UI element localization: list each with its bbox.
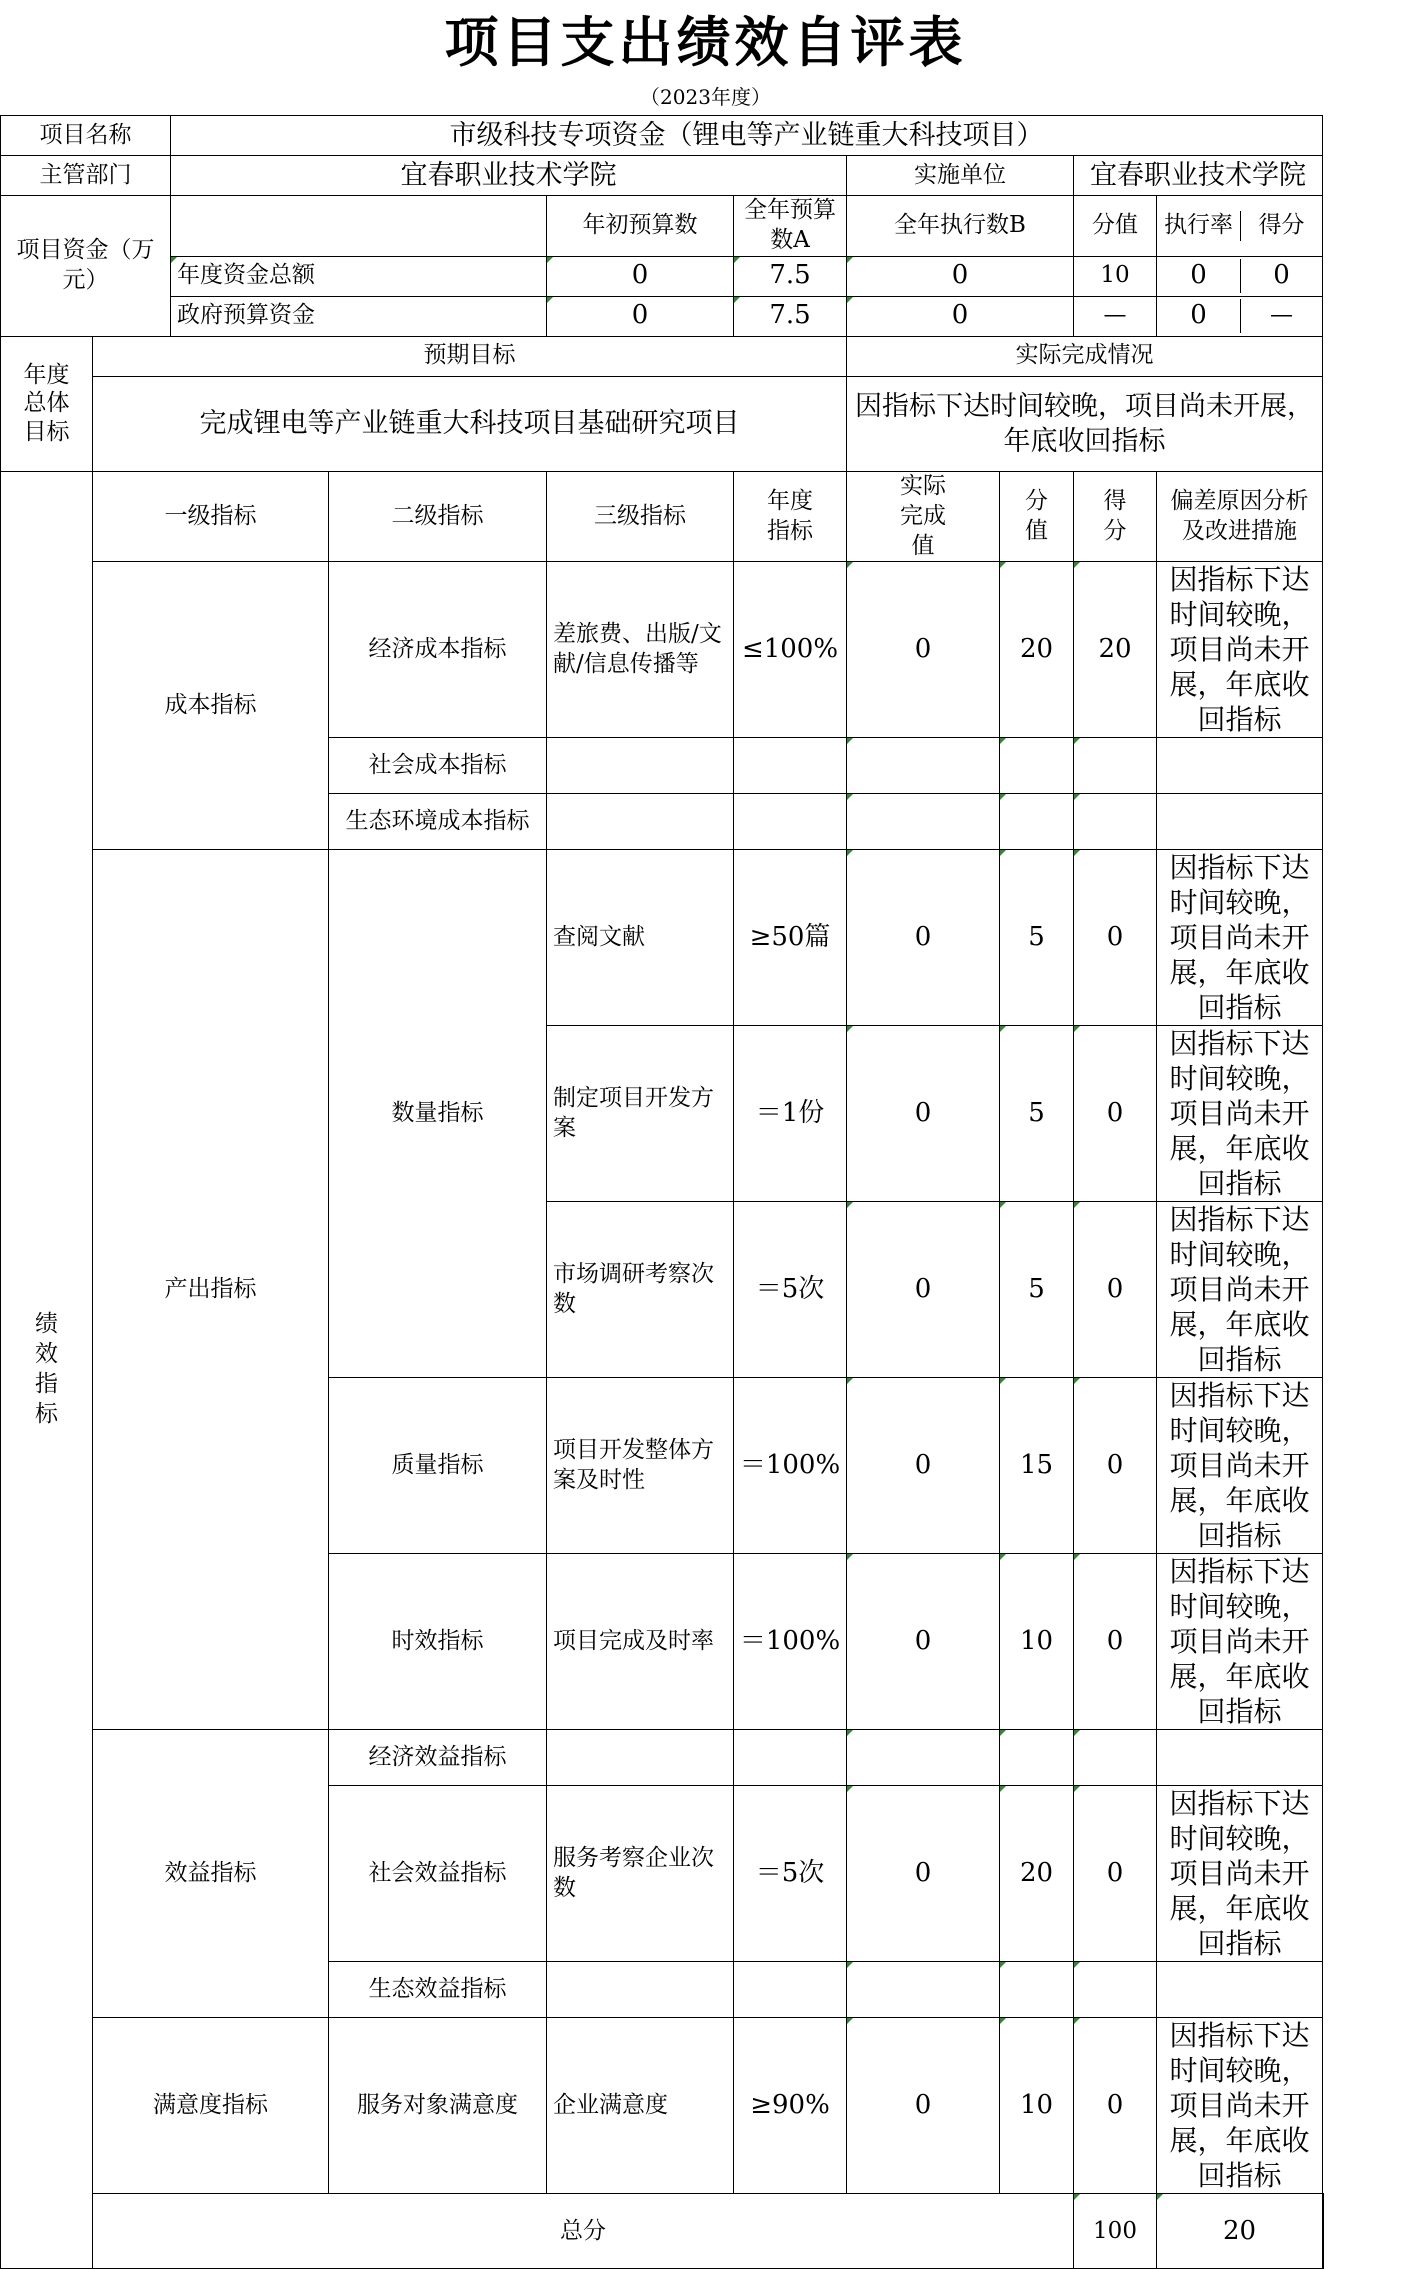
ind-header: 得分: [1074, 471, 1157, 562]
target-cell: ＝1份: [734, 1026, 847, 1202]
funds-cell: 0: [847, 256, 1074, 296]
l2-cell: 社会成本指标: [329, 738, 547, 794]
score-max-cell: 20: [1000, 562, 1074, 738]
funds-rate: 0: [1157, 259, 1241, 293]
goal-label: 年度总体目标: [1, 336, 93, 471]
score-max-cell: 5: [1000, 850, 1074, 1026]
ind-header: 年度指标: [734, 471, 847, 562]
actual-cell: [847, 738, 1000, 794]
target-cell: ≥50篇: [734, 850, 847, 1026]
l3-cell: 查阅文献: [547, 850, 734, 1026]
l3-cell: 制定项目开发方案: [547, 1026, 734, 1202]
l2-cell: 时效指标: [329, 1554, 547, 1730]
indicator-section-label: 绩效指标: [1, 471, 93, 2269]
score-cell: 0: [1074, 1202, 1157, 1378]
actual-cell: 0: [847, 562, 1000, 738]
l2-cell: 生态效益指标: [329, 1962, 547, 2018]
dept-label: 主管部门: [1, 156, 171, 196]
l3-cell: 市场调研考察次数: [547, 1202, 734, 1378]
goal-expected-header: 预期目标: [93, 336, 847, 376]
funds-cell: 0: [547, 296, 734, 336]
ind-header: 一级指标: [93, 471, 329, 562]
unit-label: 实施单位: [847, 156, 1074, 196]
funds-rate: 0: [1157, 299, 1241, 333]
funds-row-label: 政府预算资金: [171, 296, 547, 336]
target-cell: ＝5次: [734, 1786, 847, 1962]
total-max: 100: [1074, 2194, 1157, 2269]
funds-cell: 0: [547, 256, 734, 296]
total-label: 总分: [93, 2194, 1074, 2269]
funds-header: 年初预算数: [547, 196, 734, 257]
l3-cell: 企业满意度: [547, 2018, 734, 2194]
deviation-cell: 因指标下达时间较晚，项目尚未开展，年底收回指标: [1157, 1786, 1323, 1962]
funds-header-score: 得分: [1258, 211, 1305, 238]
funds-header: 全年预算数A: [734, 196, 847, 257]
target-cell: ＝100%: [734, 1554, 847, 1730]
l3-cell: [547, 738, 734, 794]
ind-header: 三级指标: [547, 471, 734, 562]
actual-cell: [847, 1730, 1000, 1786]
year-label: （2023年度）: [640, 85, 771, 109]
deviation-cell: 因指标下达时间较晚，项目尚未开展，年底收回指标: [1157, 1026, 1323, 1202]
funds-cell: —: [1074, 296, 1157, 336]
ind-header: 偏差原因分析及改进措施: [1157, 471, 1323, 562]
target-cell: ≥90%: [734, 2018, 847, 2194]
total-blank: [1323, 2194, 1324, 2269]
l2-cell: 经济效益指标: [329, 1730, 547, 1786]
funds-cell: 0: [847, 296, 1074, 336]
target-cell: [734, 1962, 847, 2018]
l3-cell: 差旅费、出版/文献/信息传播等: [547, 562, 734, 738]
project-name-label: 项目名称: [1, 116, 171, 156]
l1-satisfaction: 满意度指标: [93, 2018, 329, 2194]
deviation-cell: 因指标下达时间较晚，项目尚未开展，年底收回指标: [1157, 562, 1323, 738]
ind-header: 实际完成值: [847, 471, 1000, 562]
score-cell: [1074, 1962, 1157, 2018]
actual-cell: 0: [847, 2018, 1000, 2194]
target-cell: ＝5次: [734, 1202, 847, 1378]
deviation-cell: 因指标下达时间较晚，项目尚未开展，年底收回指标: [1157, 850, 1323, 1026]
actual-cell: 0: [847, 1026, 1000, 1202]
score-max-cell: [1000, 738, 1074, 794]
funds-cell: [1157, 256, 1323, 296]
score-max-cell: 15: [1000, 1378, 1074, 1554]
l3-cell: 项目完成及时率: [547, 1554, 734, 1730]
actual-cell: [847, 794, 1000, 850]
score-cell: [1074, 794, 1157, 850]
score-max-cell: 10: [1000, 2018, 1074, 2194]
l2-cell: 社会效益指标: [329, 1786, 547, 1962]
score-cell: 0: [1074, 1378, 1157, 1554]
l1-benefit: 效益指标: [93, 1730, 329, 2018]
score-max-cell: [1000, 1962, 1074, 2018]
target-cell: [734, 1730, 847, 1786]
l3-cell: 项目开发整体方案及时性: [547, 1378, 734, 1554]
score-cell: 0: [1074, 1026, 1157, 1202]
l3-cell: 服务考察企业次数: [547, 1786, 734, 1962]
score-cell: [1074, 738, 1157, 794]
funds-header-rate: 执行率: [1157, 211, 1241, 241]
deviation-cell: [1157, 1962, 1323, 2018]
score-max-cell: [1000, 1730, 1074, 1786]
score-cell: 0: [1074, 850, 1157, 1026]
funds-row-label: 年度资金总额: [171, 256, 547, 296]
funds-blank: [171, 196, 547, 257]
target-cell: ≤100%: [734, 562, 847, 738]
self-evaluation-table: [0, 115, 1324, 2269]
funds-cell: 10: [1074, 256, 1157, 296]
funds-cell: 7.5: [734, 256, 847, 296]
score-cell: 20: [1074, 562, 1157, 738]
l2-cell: 生态环境成本指标: [329, 794, 547, 850]
score-max-cell: 5: [1000, 1026, 1074, 1202]
deviation-cell: 因指标下达时间较晚，项目尚未开展，年底收回指标: [1157, 2018, 1323, 2194]
actual-cell: 0: [847, 1786, 1000, 1962]
funds-header: [1157, 196, 1323, 257]
actual-cell: 0: [847, 1554, 1000, 1730]
ind-header: 分值: [1000, 471, 1074, 562]
l2-cell: 经济成本指标: [329, 562, 547, 738]
total-score: 20: [1157, 2194, 1323, 2269]
ind-header: 二级指标: [329, 471, 547, 562]
target-cell: [734, 794, 847, 850]
funds-score: 0: [1273, 260, 1290, 291]
score-cell: 0: [1074, 1786, 1157, 1962]
target-cell: ＝100%: [734, 1378, 847, 1554]
l3-cell: [547, 1962, 734, 2018]
l3-cell: [547, 1730, 734, 1786]
deviation-cell: [1157, 794, 1323, 850]
deviation-cell: 因指标下达时间较晚，项目尚未开展，年底收回指标: [1157, 1202, 1323, 1378]
score-cell: 0: [1074, 2018, 1157, 2194]
deviation-cell: [1157, 738, 1323, 794]
funds-header: 分值: [1074, 196, 1157, 257]
unit-value: 宜春职业技术学院: [1074, 156, 1323, 196]
project-name: 市级科技专项资金（锂电等产业链重大科技项目）: [171, 116, 1323, 156]
funds-label: 项目资金（万元）: [1, 196, 171, 337]
goal-actual: 因指标下达时间较晚，项目尚未开展，年底收回指标: [847, 376, 1323, 471]
funds-header: 全年执行数B: [847, 196, 1074, 257]
deviation-cell: 因指标下达时间较晚，项目尚未开展，年底收回指标: [1157, 1378, 1323, 1554]
dept-value: 宜春职业技术学院: [171, 156, 847, 196]
l1-cost: 成本指标: [93, 562, 329, 850]
actual-cell: 0: [847, 1202, 1000, 1378]
goal-actual-header: 实际完成情况: [847, 336, 1323, 376]
l2-cell: 数量指标: [329, 850, 547, 1378]
score-max-cell: [1000, 794, 1074, 850]
score-max-cell: 5: [1000, 1202, 1074, 1378]
l1-output: 产出指标: [93, 850, 329, 1730]
funds-score: —: [1270, 302, 1293, 329]
actual-cell: 0: [847, 850, 1000, 1026]
goal-expected: 完成锂电等产业链重大科技项目基础研究项目: [93, 376, 847, 471]
deviation-cell: [1157, 1730, 1323, 1786]
actual-cell: 0: [847, 1378, 1000, 1554]
score-cell: [1074, 1730, 1157, 1786]
funds-cell: [1157, 296, 1323, 336]
score-cell: 0: [1074, 1554, 1157, 1730]
l2-cell: 质量指标: [329, 1378, 547, 1554]
score-max-cell: 20: [1000, 1786, 1074, 1962]
target-cell: [734, 738, 847, 794]
funds-cell: 7.5: [734, 296, 847, 336]
actual-cell: [847, 1962, 1000, 2018]
page-title: 项目支出绩效自评表: [444, 10, 967, 74]
score-max-cell: 10: [1000, 1554, 1074, 1730]
l3-cell: [547, 794, 734, 850]
deviation-cell: 因指标下达时间较晚，项目尚未开展，年底收回指标: [1157, 1554, 1323, 1730]
l2-cell: 服务对象满意度: [329, 2018, 547, 2194]
